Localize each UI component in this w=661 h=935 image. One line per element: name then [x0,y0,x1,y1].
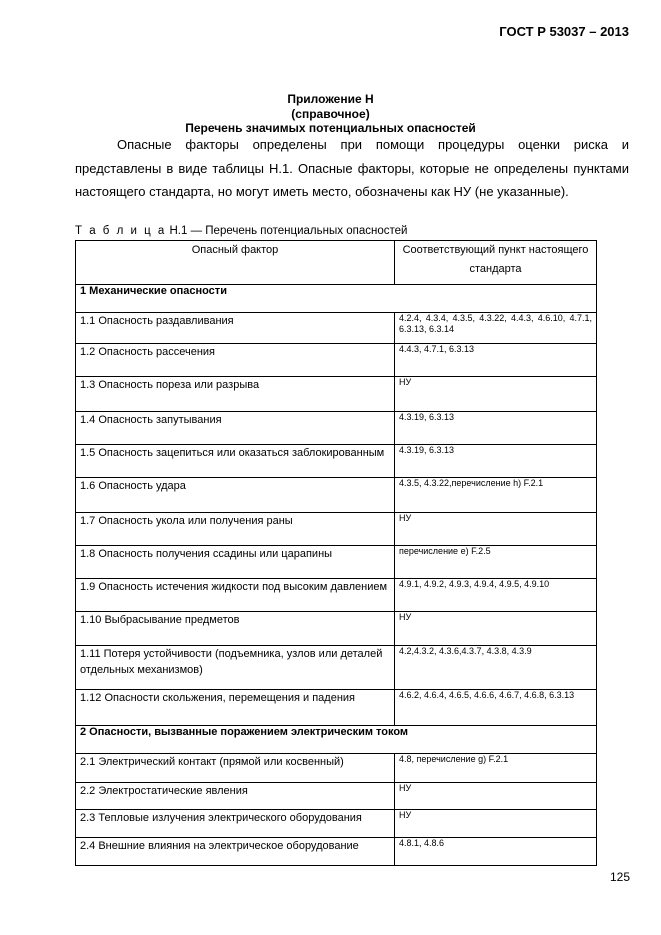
clause-reference: НУ [395,810,597,838]
table-caption [75,225,407,237]
hazard-factor: 2.3 Тепловые излучения электрического оборудования [76,810,395,838]
hazard-factor: 2.4 Внешние влияния на электрическое оборудование [76,838,395,866]
section-title: 2 Опасности, вызванные поражением электрическим током [76,726,597,754]
table-row [76,612,597,646]
table-row [76,377,597,412]
section-row [76,285,597,313]
table-row [76,344,597,377]
hazard-factor: 2.1 Электрический контакт (прямой или косвенный) [76,754,395,783]
hazard-factor: 1.5 Опасность зацепиться или оказаться заблокированным [76,445,395,478]
clause-reference: НУ [395,377,597,412]
table-header-row [76,241,597,285]
clause-reference: НУ [395,783,597,810]
appendix-subtitle: Перечень значимых потенциальных опасностей [185,121,476,135]
clause-reference: перечисление e) F.2.5 [395,546,597,579]
appendix-title: Приложение Н [287,92,374,106]
clause-reference: 4.6.2, 4.6.4, 4.6.5, 4.6.6, 4.6.7, 4.6.8, 6.3.13 [395,690,597,726]
table-row [76,754,597,783]
clause-reference: 4.9.1, 4.9.2, 4.9.3, 4.9.4, 4.9.5, 4.9.10 [395,579,597,612]
clause-reference: 4.3.19, 6.3.13 [395,445,597,478]
header-clause: Соответствующий пункт настоящего стандарта [395,241,597,285]
hazard-factor: 1.1 Опасность раздавливания [76,313,395,344]
clause-reference: 4.2,4.3.2, 4.3.6,4.3.7, 4.3.8, 4.3.9 [395,646,597,690]
standard-designation: ГОСТ Р 53037 – 2013 [499,24,629,39]
page-number: 125 [609,870,630,884]
hazard-factor: 1.2 Опасность рассечения [76,344,395,377]
clause-reference: 4.3.19, 6.3.13 [395,412,597,445]
hazard-factor: 1.7 Опасность укола или получения раны [76,513,395,546]
clause-reference: НУ [395,513,597,546]
clause-reference: 4.8, перечисление g) F.2.1 [395,754,597,783]
table-row [76,313,597,344]
hazard-factor: 1.10 Выбрасывание предметов [76,612,395,646]
hazard-factor: 1.6 Опасность удара [76,478,395,513]
table-row [76,412,597,445]
table-row [76,579,597,612]
table-row [76,783,597,810]
hazard-factor: 1.11 Потеря устойчивости (подъемника, узлов или деталей отдельных механизмов) [76,646,395,690]
hazard-factor: 2.2 Электростатические явления [76,783,395,810]
clause-reference: 4.4.3, 4.7.1, 6.3.13 [395,344,597,377]
table-caption-prefix: Т а б л и ц а [75,225,167,237]
table-row [76,646,597,690]
table-row [76,546,597,579]
table-row [76,810,597,838]
intro-paragraph: Опасные факторы определены при помощи процедуры оценки риска и представлены в виде таблицы Н.1. Опасные факторы, которые не определены пунктами настоящего стандарта, но могут иметь место, обозначены как НУ (не указанные). [75,137,629,199]
table-row [76,838,597,866]
section-row [76,726,597,754]
clause-reference: 4.3.5, 4.3.22,перечисление h) F.2.1 [395,478,597,513]
hazards-table [75,240,597,866]
clause-reference: 4.8.1, 4.8.6 [395,838,597,866]
clause-reference: НУ [395,612,597,646]
hazard-factor: 1.4 Опасность запутывания [76,412,395,445]
hazard-factor: 1.3 Опасность пореза или разрыва [76,377,395,412]
table-row [76,445,597,478]
clause-reference: 4.2.4, 4.3.4, 4.3.5, 4.3.22, 4.4.3, 4.6.10, 4.7.1, 6.3.13, 6.3.14 [395,313,597,344]
header-factor: Опасный фактор [76,241,395,285]
section-title: 1 Механические опасности [76,285,597,313]
table-row [76,513,597,546]
table-row [76,690,597,726]
appendix-status: (справочное) [291,107,370,121]
table-caption-text: Н.1 — Перечень потенциальных опасностей [166,225,408,237]
hazard-factor: 1.8 Опасность получения ссадины или царапины [76,546,395,579]
hazard-factor: 1.9 Опасность истечения жидкости под высоким давлением [76,579,395,612]
hazard-factor: 1.12 Опасности скольжения, перемещения и падения [76,690,395,726]
table-row [76,478,597,513]
